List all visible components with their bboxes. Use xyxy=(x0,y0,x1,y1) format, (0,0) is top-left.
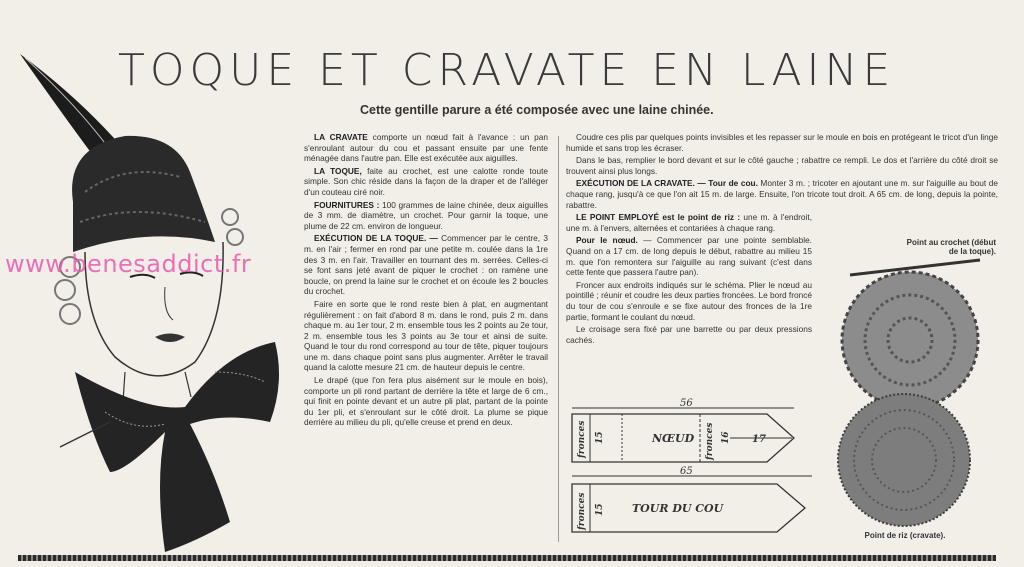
paragraph: LA CRAVATE comporte un nœud fait à l'avance : un pan s'enroulant autour du cou et passant ensuite par une fente ménagée dans l'autre pan. Elle est exécutée aux aiguilles. xyxy=(304,132,549,164)
caption-crochet: Point au crochet (début de la toque). xyxy=(906,238,996,256)
bottom-border xyxy=(18,555,996,561)
label-16: 16 xyxy=(721,431,731,444)
label-15: 15 xyxy=(595,431,605,444)
woman-illustration xyxy=(15,52,300,557)
paragraph: Coudre ces plis par quelques points invisibles et les repasser sur le moule en bois en protégeant le tricot d'un linge humide et sans trop les écraser. xyxy=(566,132,998,153)
label-noeud: NŒUD xyxy=(652,432,695,445)
paragraph: EXÉCUTION DE LA TOQUE. — Commencer par le centre, 3 m. en l'air ; fermer en rond par une petite m. coulée dans la 1re des 3 m. en l'air. Travailler en tournant des m. serrées. Celles-ci se font sans jeté avant de piquer le crochet : on ramène une boucle, on prend la laine sur le crochet et on écoule les 2 boucles du crochet. xyxy=(304,233,548,297)
paragraph: Dans le bas, remplier le bord devant et sur le côté gauche ; rabattre ce rempli. Le dos et l'arrière du côté droit se trouvent ainsi plus longs. xyxy=(566,155,998,176)
caption-point-de-riz: Point de riz (cravate). xyxy=(864,531,946,540)
label-tour-du-cou: TOUR DU COU xyxy=(632,502,724,515)
label-fronces-3: fronces xyxy=(577,492,587,530)
lips xyxy=(155,334,185,343)
paragraph: FOURNITURES : 100 grammes de laine chinée, deux aiguilles de 3 mm. de diamètre, un crochet. Pour garnir la toque, une plume de 22 cm. environ de longueur. xyxy=(304,199,548,231)
paragraph: Le drapé (que l'on fera plus aisément sur le moule en bois), comporte un pli rond partant de derrière la tête et large de 6 cm., qui finit en pointe devant et un autre pli plat, partant de la pointe du 1er pli, et s'enroulant sur le côté droit. La plume se pique derrière au milieu du pli, qu'elle creuse et prend en deux. xyxy=(304,375,548,428)
label-fronces-2: fronces xyxy=(705,422,715,460)
dimension-65: 65 xyxy=(680,466,693,477)
page-title: TOQUE ET CRAVATE EN LAINE xyxy=(118,45,896,96)
watermark-text: www.benesaddict.fr xyxy=(5,250,252,278)
paragraph: LA TOQUE, faite au crochet, est une calotte ronde toute simple. Son chic réside dans la façon de la draper et de l'alléger d'un couteau ciré noir. xyxy=(304,165,548,197)
dimension-56: 56 xyxy=(680,398,693,409)
paragraph: Froncer aux endroits indiqués sur le schéma. Plier le nœud au pointillé ; réunir et coudre les deux parties froncées. Le bord froncé du tour de cou s'enroule e se fixe autour des fronces de la 1re partie, formant le coulant du nœud. xyxy=(566,279,812,322)
label-fronces: fronces xyxy=(577,420,587,458)
crochet-swatch xyxy=(830,250,1000,410)
column-divider xyxy=(558,136,559,542)
cravat-bow xyxy=(75,342,279,552)
cravat-schema-diagram xyxy=(562,396,822,546)
label-17: 17 xyxy=(752,434,766,445)
page-subtitle: Cette gentille parure a été composée avec une laine chinée. xyxy=(360,103,714,117)
point-de-riz-swatch xyxy=(822,390,992,530)
text-column-1 xyxy=(304,132,548,430)
paragraph: Le croisage sera fixé par une barrette ou par deux pressions cachés. xyxy=(566,324,812,345)
paragraph: EXÉCUTION DE LA CRAVATE. — Tour de cou. Monter 3 m. ; tricoter en ajoutant une m. sur l'aiguille au bout de chaque rang, jusqu'à ce que l'on ait 15 m. de large. Ensuite, l'on tricote tout droit. A 65 cm. de long, depuis la pointe, rabattre. xyxy=(566,178,998,210)
paragraph: Faire en sorte que le rond reste bien à plat, en augmentant régulièrement : on fait d'abord 8 m. dans le rond, puis 2 m. dans chaque m. au 1er tour, 2 m. ensemble tous les 2 points au 2e tour, 2 m. ensemble tous les 3 points au 3e tour et ainsi de suite. Quand le tour du rond correspond au tour de tête, piquer toujours une m. dans chaque point sans plus augmenter. Arrêter le travail quand la calotte mesure 21 cm. de hauteur depuis le centre. xyxy=(304,298,548,373)
paragraph: LE POINT EMPLOYÉ est le point de riz : une m. à l'endroit, une m. à l'envers, alternées et contariées à chaque rang. xyxy=(566,212,812,233)
paragraph: Pour le nœud. — Commencer par une pointe semblable. Quand on a 17 cm. de long depuis le début, rabattre au milieu 15 m. que l'on remontera sur l'aiguille au rang suivant (c'est dans cette fente que passera l'autre pan). xyxy=(566,235,812,278)
label-15b: 15 xyxy=(595,503,605,516)
toque-hat xyxy=(72,136,215,252)
